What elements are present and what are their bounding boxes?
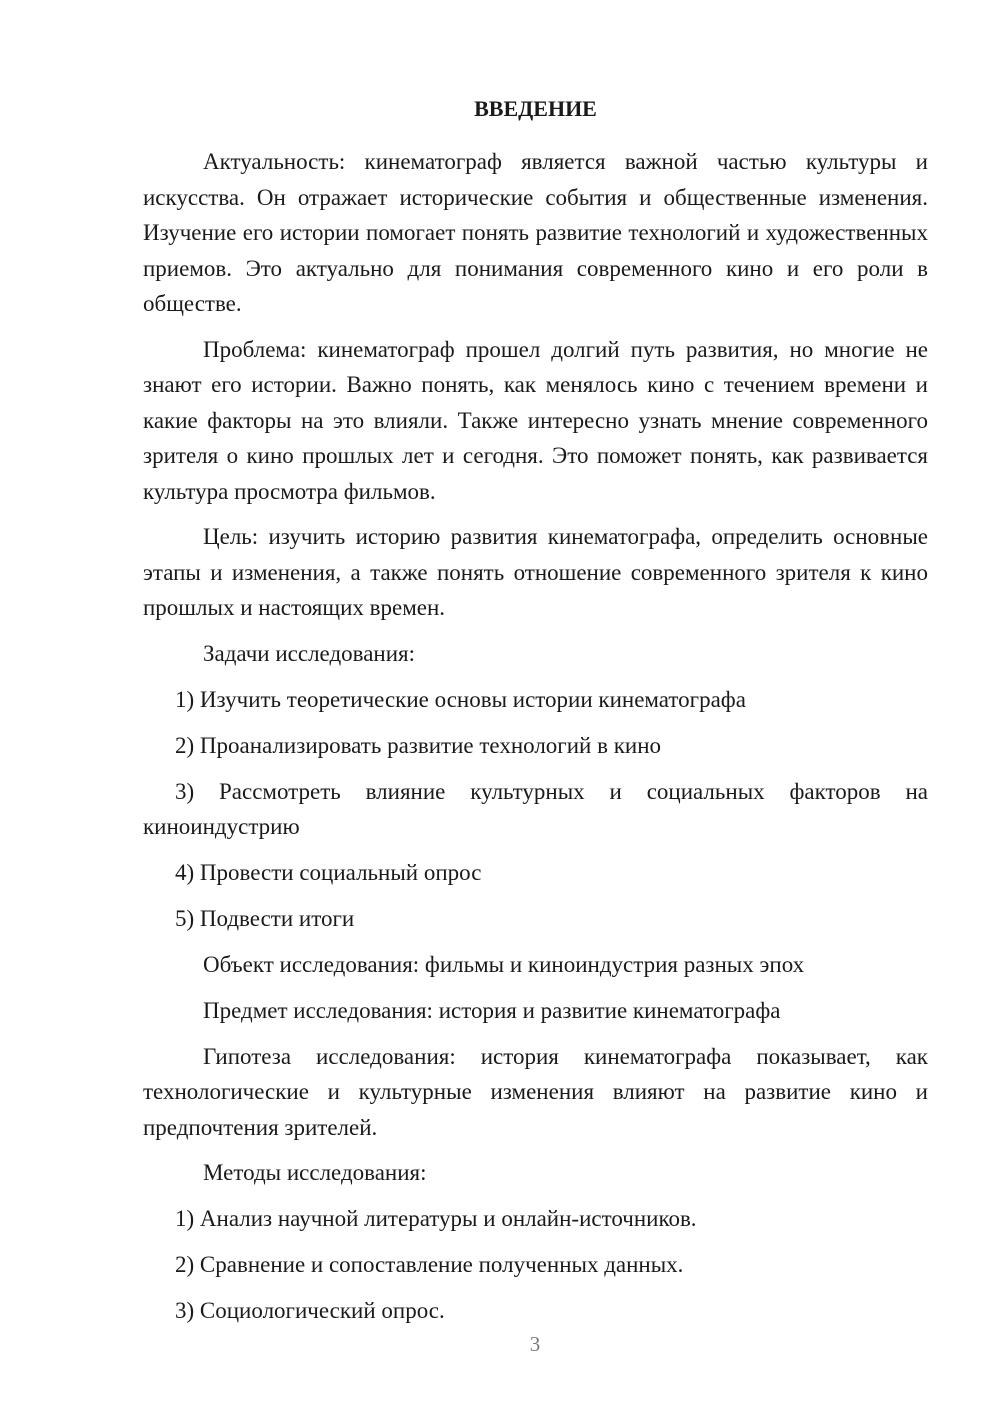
method-item-2: 2) Сравнение и сопоставление полученных данных. (175, 1252, 684, 1277)
problem-paragraph: Проблема: кинематограф прошел долгий путь развития, но многие не знают его истории. Важно понять, как менялось кино с течением времени и какие факторы на это влияли. Также интересно узнать мнение современного зрителя о кино прошлых лет и сегодня. Это поможет понять, как развивается культура просмотра фильмов. (143, 336, 928, 504)
task-item-2: 2) Проанализировать развитие технологий в кино (175, 732, 662, 758)
goal-paragraph: Цель: изучить историю развития кинематографа, определить основные этапы и изменения, а также понять отношение современного зрителя к кино прошлых и настоящих времен. (143, 524, 928, 620)
tasks-heading: Задачи исследования: (203, 640, 416, 666)
relevance-paragraph: Актуальность: кинематограф является важной частью культуры и искусства. Он отражает исторические события и общественные изменения. Изучение его истории помогает понять развитие технологий и художественных приемов. Это актуально для понимания современного кино и его роли в обществе. (143, 149, 928, 316)
method-item-1: 1) Анализ научной литературы и онлайн-источников. (175, 1206, 697, 1231)
method-item-3: 3) Социологический опрос. (175, 1298, 445, 1323)
document-page (143, 92, 928, 1339)
hypothesis-paragraph: Гипотеза исследования: история кинематографа показывает, как технологические и культурные изменения влияют на развитие кино и предпочтения зрителей. (143, 1043, 928, 1140)
task-item-5: 5) Подвести итоги (175, 905, 355, 931)
object-line: Объект исследования: фильмы и киноиндустрия разных эпох (203, 951, 805, 977)
methods-heading: Методы исследования: (203, 1160, 427, 1185)
task-item-4: 4) Провести социальный опрос (175, 859, 482, 885)
page-title: ВВЕДЕНИЕ (474, 96, 597, 121)
page-number: 3 (529, 1332, 541, 1356)
task-item-3: 3) Рассмотреть влияние культурных и социальных факторов на киноиндустрию (143, 778, 928, 839)
task-item-1: 1) Изучить теоретические основы истории кинематографа (175, 686, 746, 712)
subject-line: Предмет исследования: история и развитие кинематографа (203, 997, 781, 1023)
